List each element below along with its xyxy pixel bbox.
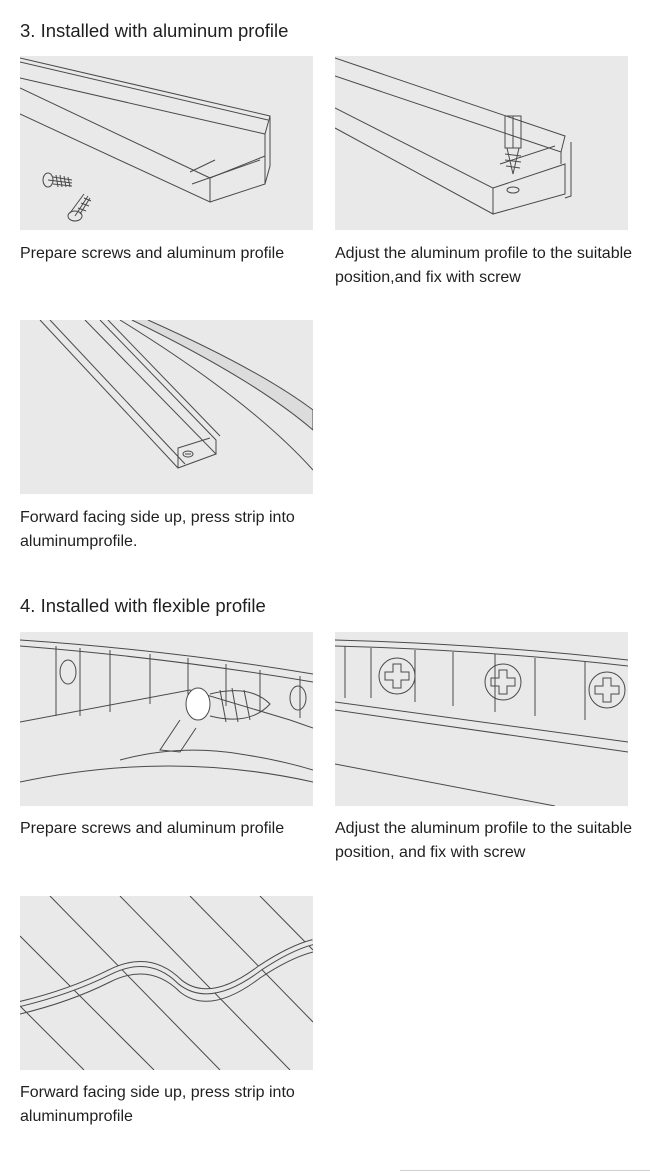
- wavy-strip-in-flexible-profile-illustration: [20, 896, 313, 1070]
- flexible-profile-with-screw-illustration: [20, 632, 313, 806]
- section4-heading: 4. Installed with flexible profile: [20, 595, 266, 616]
- step-caption: Forward facing side up, press strip into aluminumprofile: [20, 1084, 295, 1125]
- strip-pressed-into-profile-illustration: [20, 320, 313, 494]
- screws-and-aluminum-profile-illustration: [20, 56, 313, 230]
- step-caption: Prepare screws and aluminum profile: [20, 245, 285, 262]
- step-caption: Adjust the aluminum profile to the suitable position, and fix with screw: [335, 820, 633, 861]
- step-caption: Prepare screws and aluminum profile: [20, 820, 285, 837]
- step-caption: Forward facing side up, press strip into aluminumprofile.: [20, 509, 295, 550]
- step-caption: Adjust the aluminum profile to the suitable position,and fix with screw: [335, 245, 633, 286]
- section3-heading: 3. Installed with aluminum profile: [20, 20, 289, 41]
- screwdriver-fixing-profile-illustration: [335, 56, 628, 230]
- bottom-divider: [400, 1170, 650, 1171]
- flexible-profile-screwed-illustration: [335, 632, 628, 806]
